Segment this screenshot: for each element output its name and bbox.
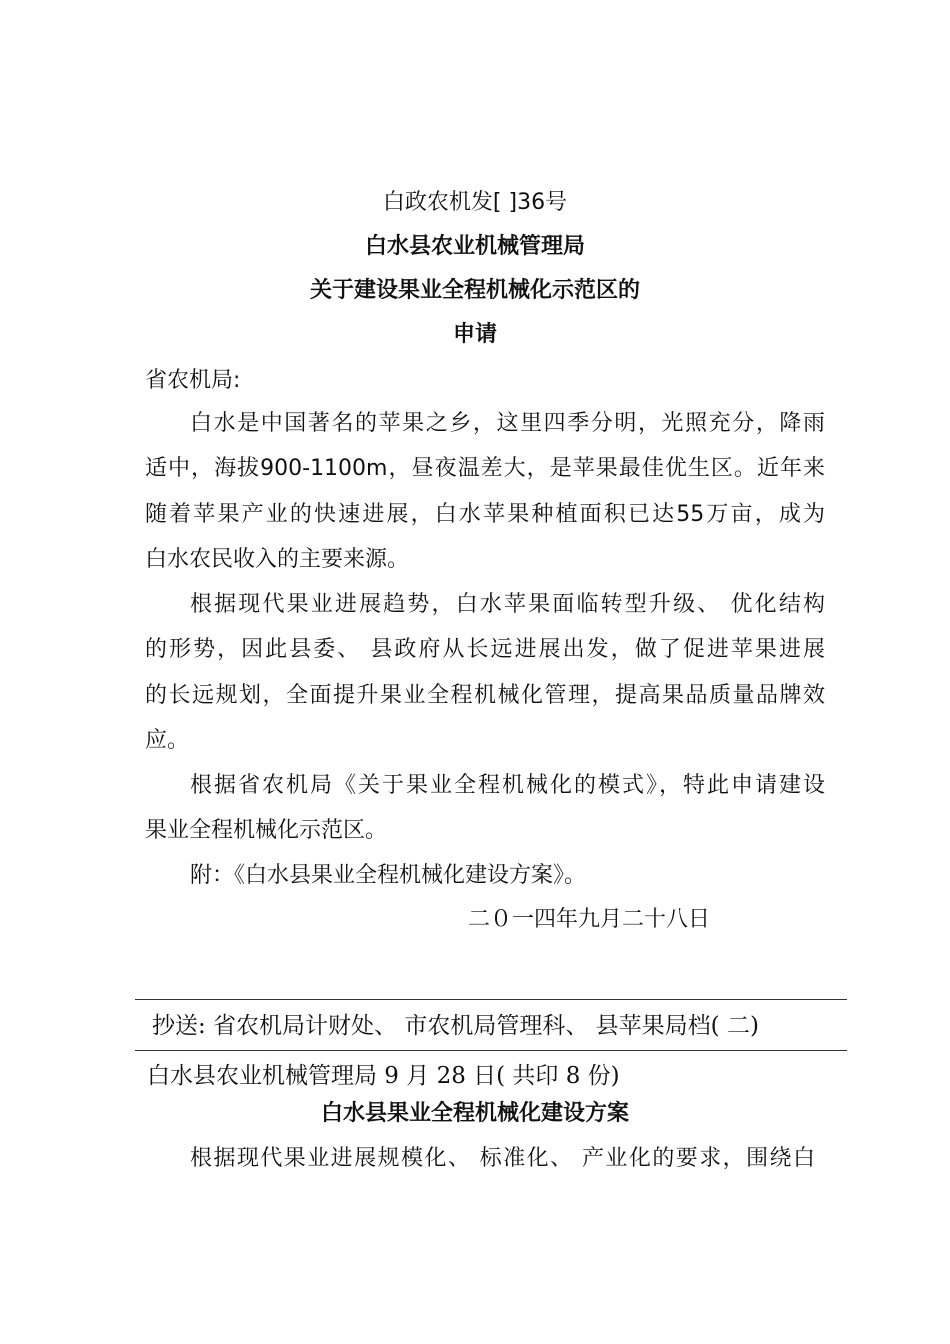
paragraph-1-line-1: 白水是中国著名的苹果之乡，这里四季分明，光照充分，降雨 [190,411,825,436]
paragraph-1-line-4: 白水农民收入的主要来源。 [145,547,410,572]
paragraph-2-line-1: 根据现代果业进展趋势，白水苹果面临转型升级、 优化结构 [190,592,825,617]
paragraph-1-line-2: 适中，海拔900-1100m，昼夜温差大，是苹果最佳优生区。近年来 [145,456,825,481]
paragraph-3-line-2: 果业全程机械化示范区。 [145,818,388,843]
title-line-2: 关于建设果业全程机械化示范区的 [309,278,640,303]
paragraph-2-line-2: 的形势，因此县委、 县政府从长远进展出发，做了促进苹果进展 [145,637,825,662]
paragraph-2-line-3: 的长远规划，全面提升果业全程机械化管理，提高果品质量品牌效 [145,683,825,708]
plan-title: 白水县果业全程机械化建设方案 [320,1101,629,1126]
divider-top [135,999,847,1000]
attachment-note: 附：《白水县果业全程机械化建设方案》。 [190,863,587,888]
paragraph-2-line-4: 应。 [145,728,190,753]
salutation: 省农机局: [145,368,241,393]
divider-bottom [135,1050,847,1051]
title-line-3: 申请 [452,322,497,347]
document-date: 二０一四年九月二十八日 [468,907,711,932]
paragraph-1-line-3: 随着苹果产业的快速进展，白水苹果种植面积已达55万亩，成为 [145,502,825,527]
title-line-1: 白水县农业机械管理局 [364,234,585,259]
document-number: 白政农机发[ ]36号 [382,190,568,215]
plan-intro-line: 根据现代果业进展规模化、 标准化、 产业化的要求，围绕白 [190,1146,815,1171]
issuer-line: 白水县农业机械管理局 9 月 28 日( 共印 8 份) [147,1063,620,1089]
paragraph-3-line-1: 根据省农机局《关于果业全程机械化的模式》，特此申请建设 [190,773,825,798]
cc-line: 抄送: 省农机局计财处、 市农机局管理科、 县苹果局档( 二) [152,1013,759,1039]
